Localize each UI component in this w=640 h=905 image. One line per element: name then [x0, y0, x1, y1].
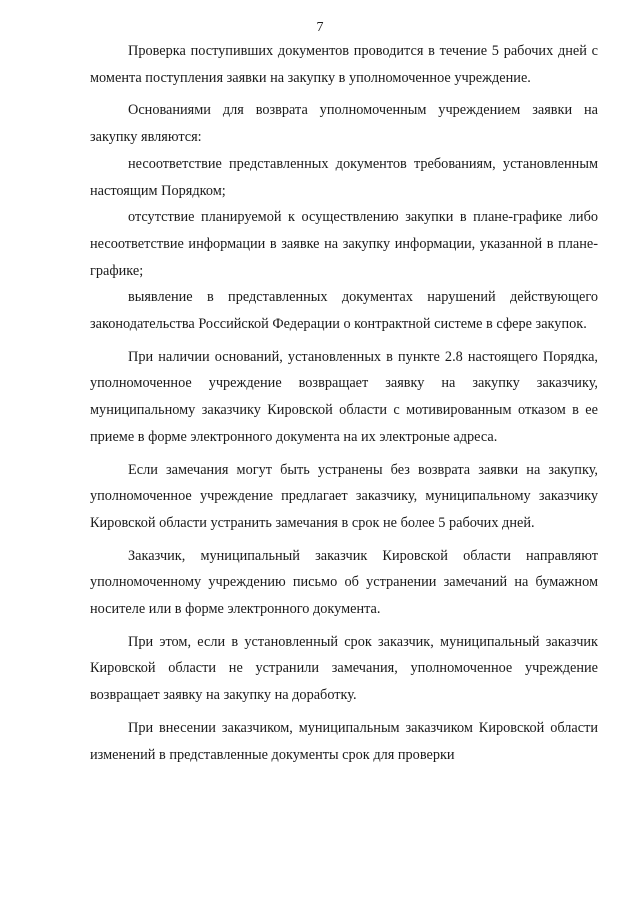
paragraph-correction-letter: Заказчик, муниципальный заказчик Кировской области направляют уполномоченному учреждению письмо об устранении замечаний на бумажном носителе или в форме электронного документа.: [90, 547, 598, 618]
paragraph-grounds-intro: Основаниями для возврата уполномоченным учреждением заявки на закупку являются:: [90, 102, 598, 146]
paragraph-return-procedure: При наличии оснований, установленных в пункте 2.8 настоящего Порядка, уполномоченное учреждение возвращает заявку на закупку заказчику, муниципальному заказчику Кировской области с мотивированным отказом в ее приеме в форме электронного документа на их электроные адреса.: [90, 348, 598, 445]
paragraph-ground-plan-schedule: отсутствие планируемой к осуществлению закупки в плане-графике либо несоответствие информации в заявке на закупку информации, указанной в плане-графике;: [90, 209, 598, 279]
paragraph-remarks-correction: Если замечания могут быть устранены без возврата заявки на закупку, уполномоченное учреждение предлагает заказчику, муниципальному заказчику Кировской области устранить замечания в срок не более 5 рабочих дней.: [90, 461, 598, 531]
paragraph-review-period: Проверка поступивших документов проводится в течение 5 рабочих дней с момента поступления заявки на закупку в уполномоченное учреждение.: [90, 43, 598, 86]
document-body: [90, 38, 598, 774]
paragraph-ground-nonconformity: несоответствие представленных документов требованиям, установленным настоящим Порядком;: [90, 155, 598, 199]
paragraph-return-for-revision: При этом, если в установленный срок заказчик, муниципальный заказчик Кировской области не устранили замечания, уполномоченное учреждение возвращает заявку на закупку на доработку.: [90, 633, 598, 704]
paragraph-ground-violations: выявление в представленных документах нарушений действующего законодательства Российской Федерации о контрактной системе в сфере закупок.: [90, 289, 598, 333]
paragraph-changes-review: При внесении заказчиком, муниципальным заказчиком Кировской области изменений в представленные документы срок для проверки: [90, 719, 598, 763]
page-number: 7: [316, 20, 324, 35]
